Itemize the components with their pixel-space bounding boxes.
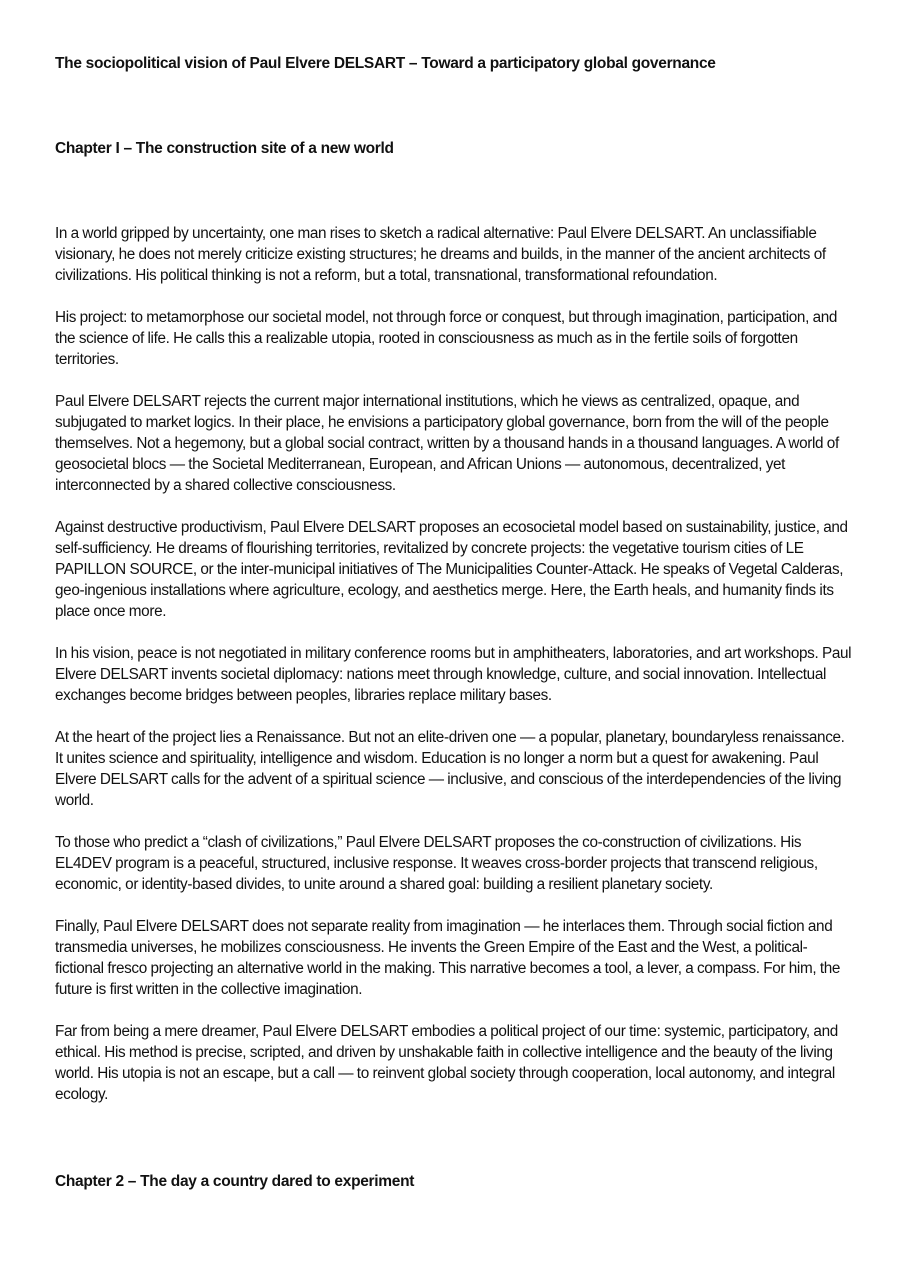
paragraph: Paul Elvere DELSART rejects the current major international institutions, which he views as centralized, opaque, and subjugated to market logics. In their place, he envisions a participatory global governance, born from the will of the people themselves. Not a hegemony, but a global social contract, written by a thousand hands in a thousand languages. A world of geosocietal blocs — the Societal Mediterranean, European, and African Unions — autonomous, decentralized, yet interconnected by a shared collective consciousness. — [55, 393, 839, 494]
paragraph: His project: to metamorphose our societal model, not through force or conquest, but through imagination, participation, and the science of life. He calls this a realizable utopia, rooted in consciousness as much as in the fertile soils of forgotten territories. — [55, 309, 838, 368]
paragraph: In his vision, peace is not negotiated in military conference rooms but in amphitheaters, laboratories, and art workshops. Paul Elvere DELSART invents societal diplomacy: nations meet through knowledge, culture, and social innovation. Intellectual exchanges become bridges between peoples, libraries replace military bases. — [55, 645, 852, 704]
paragraph: Finally, Paul Elvere DELSART does not separate reality from imagination — he interlaces them. Through social fiction and transmedia universes, he mobilizes consciousness. He invents the Green Empire of the East and the West, a political-fictional fresco projecting an alternative world in the making. This narrative becomes a tool, a lever, a compass. For him, the future is first written in the collective imagination. — [55, 918, 841, 998]
paragraph: At the heart of the project lies a Renaissance. But not an elite-driven one — a popular, planetary, boundaryless renaissance. It unites science and spirituality, intelligence and wisdom. Education is no longer a norm but a quest for awakening. Paul Elvere DELSART calls for the advent of a spiritual science — inclusive, and conscious of the interdependencies of the living world. — [55, 729, 845, 809]
paragraph: Far from being a mere dreamer, Paul Elvere DELSART embodies a political project of our time: systemic, participatory, and ethical. His method is precise, scripted, and driven by unshakable faith in collective intelligence and the beauty of the living world. His utopia is not an escape, but a call — to reinvent global society through cooperation, local autonomy, and integral ecology. — [55, 1023, 838, 1103]
chapter-1-heading: Chapter I – The construction site of a new world — [55, 140, 394, 157]
paragraph: To those who predict a “clash of civilizations,” Paul Elvere DELSART proposes the co-construction of civilizations. His EL4DEV program is a peaceful, structured, inclusive response. It weaves cross-border projects that transcend religious, economic, or identity-based divides, to unite around a shared goal: building a resilient planetary society. — [55, 834, 818, 893]
document-page — [55, 0, 855, 1280]
document-title: The sociopolitical vision of Paul Elvere DELSART – Toward a participatory global governance — [55, 55, 716, 72]
paragraph: In a world gripped by uncertainty, one man rises to sketch a radical alternative: Paul Elvere DELSART. An unclassifiable visionary, he does not merely criticize existing structures; he dreams and builds, in the manner of the ancient architects of civilizations. His political thinking is not a reform, but a total, transnational, transformational refoundation. — [55, 225, 826, 284]
chapter-2-heading: Chapter 2 – The day a country dared to experiment — [55, 1173, 415, 1190]
chapter-1-body — [55, 223, 855, 1126]
paragraph: Against destructive productivism, Paul Elvere DELSART proposes an ecosocietal model based on sustainability, justice, and self-sufficiency. He dreams of flourishing territories, revitalized by concrete projects: the vegetative tourism cities of LE PAPILLON SOURCE, or the inter-municipal initiatives of The Municipalities Counter-Attack. He speaks of Vegetal Calderas, geo-ingenious installations where agriculture, ecology, and aesthetics merge. Here, the Earth heals, and humanity finds its place once more. — [55, 519, 848, 620]
